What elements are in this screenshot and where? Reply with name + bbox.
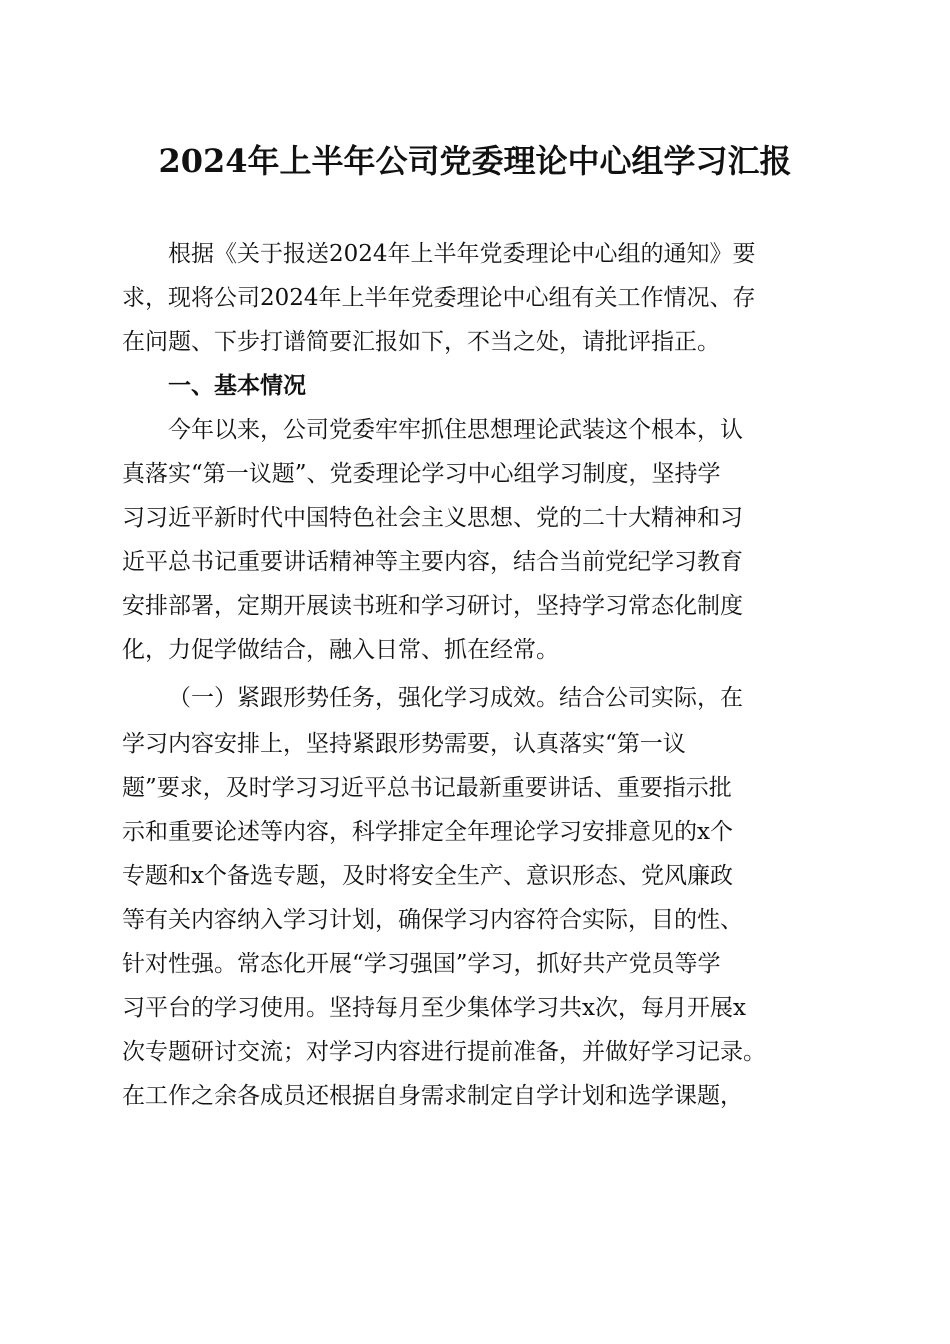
section1-line-2: 真落实“第一议题”、党委理论学习中心组学习制度，坚持学 <box>122 461 721 487</box>
intro-line-1: 根据《关于报送2024年上半年党委理论中心组的通知》要 <box>168 241 756 267</box>
section1-line-6: 化，力促学做结合，融入日常、抓在经常。 <box>122 637 559 663</box>
document-title: 2024年上半年公司党委理论中心组学习汇报 <box>158 142 792 180</box>
sub1-line-2: 学习内容安排上，坚持紧跟形势需要，认真落实“第一议 <box>122 731 686 757</box>
sub1-line-3: 题”要求，及时学习习近平总书记最新重要讲话、重要指示批 <box>122 775 732 801</box>
sub1-line-9: 次专题研讨交流；对学习内容进行提前准备，并做好学习记录。 <box>122 1039 766 1065</box>
sub1-line-7: 针对性强。常态化开展“学习强国”学习，抓好共产党员等学 <box>122 951 721 977</box>
sub1-line-10: 在工作之余各成员还根据自身需求制定自学计划和选学课题， <box>122 1083 743 1109</box>
section1-line-1: 今年以来，公司党委牢牢抓住思想理论武装这个根本，认 <box>168 417 743 443</box>
sub1-line-5: 专题和x个备选专题，及时将安全生产、意识形态、党风廉政 <box>122 863 733 889</box>
sub1-lead: （一）紧跟形势任务，强化学习成效。 <box>168 685 559 711</box>
section1-line-3: 习习近平新时代中国特色社会主义思想、党的二十大精神和习 <box>122 505 743 531</box>
sub1-line-6: 等有关内容纳入学习计划，确保学习内容符合实际，目的性、 <box>122 907 743 933</box>
sub1-line-1 <box>168 676 832 720</box>
intro-line-2: 求，现将公司2024年上半年党委理论中心组有关工作情况、存 <box>122 285 756 311</box>
sub1-line-4: 示和重要论述等内容，科学排定全年理论学习安排意见的x个 <box>122 819 733 845</box>
sub1-first-rest: 结合公司实际，在 <box>559 685 743 711</box>
sub1-line-8: 习平台的学习使用。坚持每月至少集体学习共x次，每月开展x <box>122 995 746 1021</box>
section1-line-4: 近平总书记重要讲话精神等主要内容，结合当前党纪学习教育 <box>122 549 743 575</box>
section1-line-5: 安排部署，定期开展读书班和学习研讨，坚持学习常态化制度 <box>122 593 743 619</box>
intro-line-3: 在问题、下步打谱简要汇报如下，不当之处，请批评指正。 <box>122 329 720 355</box>
section1-heading: 一、基本情况 <box>168 373 306 399</box>
